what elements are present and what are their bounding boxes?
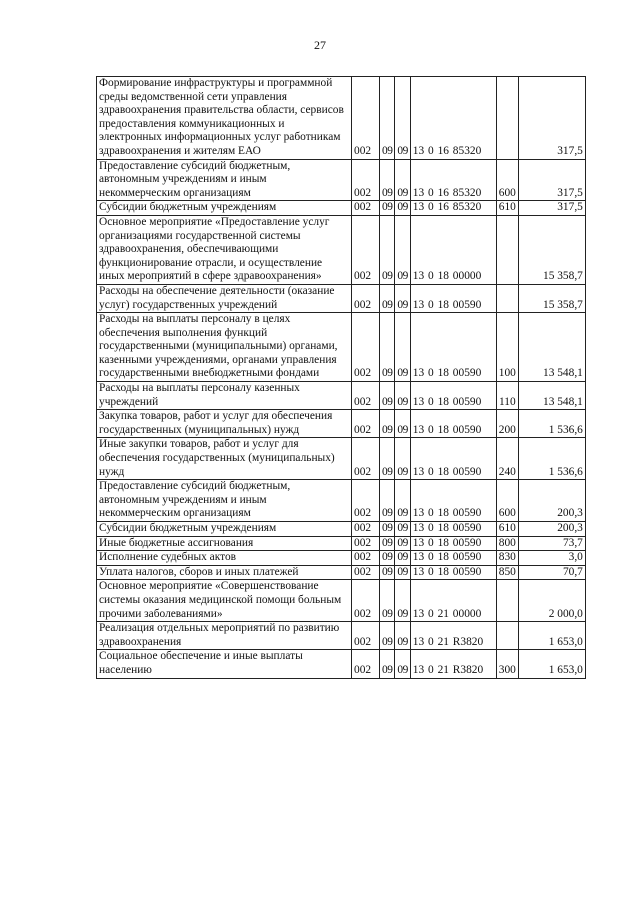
row-grbs-cell: 002 [352, 438, 380, 480]
row-target-article-cell: 13 0 18 00590 [410, 551, 496, 566]
row-grbs-cell: 002 [352, 159, 380, 201]
page-number: 27 [314, 38, 326, 52]
row-amount-cell: 15 358,7 [518, 284, 585, 312]
row-expense-type-cell: 600 [496, 159, 518, 201]
row-name-cell: Основное мероприятие «Совершенствование системы оказания медицинской помощи больным прочими заболеваниями» [97, 580, 352, 622]
row-target-article-cell: 13 0 16 85320 [410, 201, 496, 216]
row-target-article-cell: 13 0 18 00590 [410, 536, 496, 551]
row-amount-cell: 1 536,6 [518, 410, 585, 438]
row-subsection-cell: 09 [395, 580, 410, 622]
table-row [97, 622, 586, 650]
row-amount-cell: 1 653,0 [518, 650, 585, 678]
row-name-cell: Закупка товаров, работ и услуг для обеспечения государственных (муниципальных) нужд [97, 410, 352, 438]
row-name-cell: Субсидии бюджетным учреждениям [97, 522, 352, 537]
row-section-cell: 09 [380, 522, 395, 537]
row-name-cell: Предоставление субсидий бюджетным, автономным учреждениям и иным некоммерческим организациям [97, 480, 352, 522]
row-amount-cell: 317,5 [518, 77, 585, 160]
row-subsection-cell: 09 [395, 480, 410, 522]
row-amount-cell: 2 000,0 [518, 580, 585, 622]
row-target-article-cell: 13 0 18 00590 [410, 313, 496, 382]
row-section-cell: 09 [380, 622, 395, 650]
row-grbs-cell: 002 [352, 565, 380, 580]
row-subsection-cell: 09 [395, 650, 410, 678]
row-section-cell: 09 [380, 536, 395, 551]
row-target-article-cell: 13 0 18 00590 [410, 480, 496, 522]
row-target-article-cell: 13 0 16 85320 [410, 159, 496, 201]
row-subsection-cell: 09 [395, 522, 410, 537]
row-expense-type-cell: 800 [496, 536, 518, 551]
row-name-cell: Социальное обеспечение и иные выплаты населению [97, 650, 352, 678]
row-expense-type-cell: 850 [496, 565, 518, 580]
row-grbs-cell: 002 [352, 622, 380, 650]
row-subsection-cell: 09 [395, 410, 410, 438]
row-expense-type-cell [496, 580, 518, 622]
row-target-article-cell: 13 0 18 00590 [410, 565, 496, 580]
row-grbs-cell: 002 [352, 650, 380, 678]
row-subsection-cell: 09 [395, 536, 410, 551]
row-name-cell: Уплата налогов, сборов и иных платежей [97, 565, 352, 580]
row-amount-cell: 13 548,1 [518, 313, 585, 382]
row-name-cell: Расходы на выплаты персоналу в целях обеспечения выполнения функций государственными (муниципальными) органами, казенными учреждениями, органами управления государственными внебюджетными фондами [97, 313, 352, 382]
row-expense-type-cell: 830 [496, 551, 518, 566]
row-grbs-cell: 002 [352, 313, 380, 382]
row-grbs-cell: 002 [352, 201, 380, 216]
row-name-cell: Формирование инфраструктуры и программной среды ведомственной сети управления здравоохранения правительства области, сервисов предоставления коммуникационных и электронных информационных услуг работникам здравоохранения и жителям ЕАО [97, 77, 352, 160]
row-target-article-cell: 13 0 18 00590 [410, 522, 496, 537]
row-subsection-cell: 09 [395, 551, 410, 566]
row-amount-cell: 73,7 [518, 536, 585, 551]
table-row [97, 284, 586, 312]
table-row [97, 480, 586, 522]
table-row [97, 215, 586, 284]
row-section-cell: 09 [380, 480, 395, 522]
row-name-cell: Иные бюджетные ассигнования [97, 536, 352, 551]
row-section-cell: 09 [380, 201, 395, 216]
table-row [97, 438, 586, 480]
row-target-article-cell: 13 0 18 00590 [410, 382, 496, 410]
row-name-cell: Субсидии бюджетным учреждениям [97, 201, 352, 216]
row-section-cell: 09 [380, 580, 395, 622]
row-subsection-cell: 09 [395, 313, 410, 382]
row-expense-type-cell: 610 [496, 201, 518, 216]
row-expense-type-cell [496, 622, 518, 650]
row-expense-type-cell: 300 [496, 650, 518, 678]
budget-table [96, 76, 586, 679]
row-target-article-cell: 13 0 18 00590 [410, 410, 496, 438]
row-section-cell: 09 [380, 313, 395, 382]
table-row [97, 536, 586, 551]
row-subsection-cell: 09 [395, 438, 410, 480]
row-target-article-cell: 13 0 16 85320 [410, 77, 496, 160]
row-name-cell: Реализация отдельных мероприятий по развитию здравоохранения [97, 622, 352, 650]
row-grbs-cell: 002 [352, 215, 380, 284]
row-section-cell: 09 [380, 77, 395, 160]
row-expense-type-cell: 100 [496, 313, 518, 382]
row-subsection-cell: 09 [395, 201, 410, 216]
table-row [97, 159, 586, 201]
table-row [97, 565, 586, 580]
row-subsection-cell: 09 [395, 77, 410, 160]
row-name-cell: Расходы на обеспечение деятельности (оказание услуг) государственных учреждений [97, 284, 352, 312]
row-section-cell: 09 [380, 284, 395, 312]
row-grbs-cell: 002 [352, 77, 380, 160]
row-name-cell: Иные закупки товаров, работ и услуг для обеспечения государственных (муниципальных) нужд [97, 438, 352, 480]
row-subsection-cell: 09 [395, 622, 410, 650]
row-grbs-cell: 002 [352, 551, 380, 566]
row-target-article-cell: 13 0 21 R3820 [410, 650, 496, 678]
row-section-cell: 09 [380, 438, 395, 480]
table-row [97, 410, 586, 438]
table-row [97, 551, 586, 566]
row-subsection-cell: 09 [395, 382, 410, 410]
row-target-article-cell: 13 0 18 00000 [410, 215, 496, 284]
row-expense-type-cell [496, 215, 518, 284]
table-row [97, 313, 586, 382]
row-amount-cell: 1 653,0 [518, 622, 585, 650]
table-row [97, 382, 586, 410]
row-subsection-cell: 09 [395, 565, 410, 580]
row-subsection-cell: 09 [395, 284, 410, 312]
row-amount-cell: 15 358,7 [518, 215, 585, 284]
row-amount-cell: 317,5 [518, 201, 585, 216]
row-target-article-cell: 13 0 21 00000 [410, 580, 496, 622]
row-section-cell: 09 [380, 410, 395, 438]
row-amount-cell: 1 536,6 [518, 438, 585, 480]
row-amount-cell: 200,3 [518, 522, 585, 537]
budget-table-body [97, 77, 586, 679]
row-amount-cell: 13 548,1 [518, 382, 585, 410]
row-section-cell: 09 [380, 215, 395, 284]
table-row [97, 77, 586, 160]
row-grbs-cell: 002 [352, 284, 380, 312]
row-expense-type-cell [496, 77, 518, 160]
row-grbs-cell: 002 [352, 580, 380, 622]
row-section-cell: 09 [380, 159, 395, 201]
row-target-article-cell: 13 0 18 00590 [410, 438, 496, 480]
row-amount-cell: 70,7 [518, 565, 585, 580]
row-section-cell: 09 [380, 650, 395, 678]
row-section-cell: 09 [380, 565, 395, 580]
row-amount-cell: 200,3 [518, 480, 585, 522]
row-target-article-cell: 13 0 21 R3820 [410, 622, 496, 650]
row-amount-cell: 3,0 [518, 551, 585, 566]
row-grbs-cell: 002 [352, 480, 380, 522]
row-grbs-cell: 002 [352, 410, 380, 438]
row-name-cell: Предоставление субсидий бюджетным, автономным учреждениям и иным некоммерческим организациям [97, 159, 352, 201]
row-name-cell: Основное мероприятие «Предоставление услуг организациями государственной системы здравоохранения, обеспечивающими функционирование отрасли, и осуществление иных мероприятий в сфере здравоохранения» [97, 215, 352, 284]
row-section-cell: 09 [380, 551, 395, 566]
row-expense-type-cell: 110 [496, 382, 518, 410]
row-name-cell: Исполнение судебных актов [97, 551, 352, 566]
row-name-cell: Расходы на выплаты персоналу казенных учреждений [97, 382, 352, 410]
row-amount-cell: 317,5 [518, 159, 585, 201]
row-grbs-cell: 002 [352, 382, 380, 410]
table-row [97, 580, 586, 622]
row-expense-type-cell: 600 [496, 480, 518, 522]
table-row [97, 201, 586, 216]
row-target-article-cell: 13 0 18 00590 [410, 284, 496, 312]
row-expense-type-cell: 610 [496, 522, 518, 537]
row-expense-type-cell: 240 [496, 438, 518, 480]
row-subsection-cell: 09 [395, 159, 410, 201]
row-subsection-cell: 09 [395, 215, 410, 284]
row-expense-type-cell [496, 284, 518, 312]
row-grbs-cell: 002 [352, 536, 380, 551]
row-expense-type-cell: 200 [496, 410, 518, 438]
row-grbs-cell: 002 [352, 522, 380, 537]
row-section-cell: 09 [380, 382, 395, 410]
table-row [97, 650, 586, 678]
table-row [97, 522, 586, 537]
